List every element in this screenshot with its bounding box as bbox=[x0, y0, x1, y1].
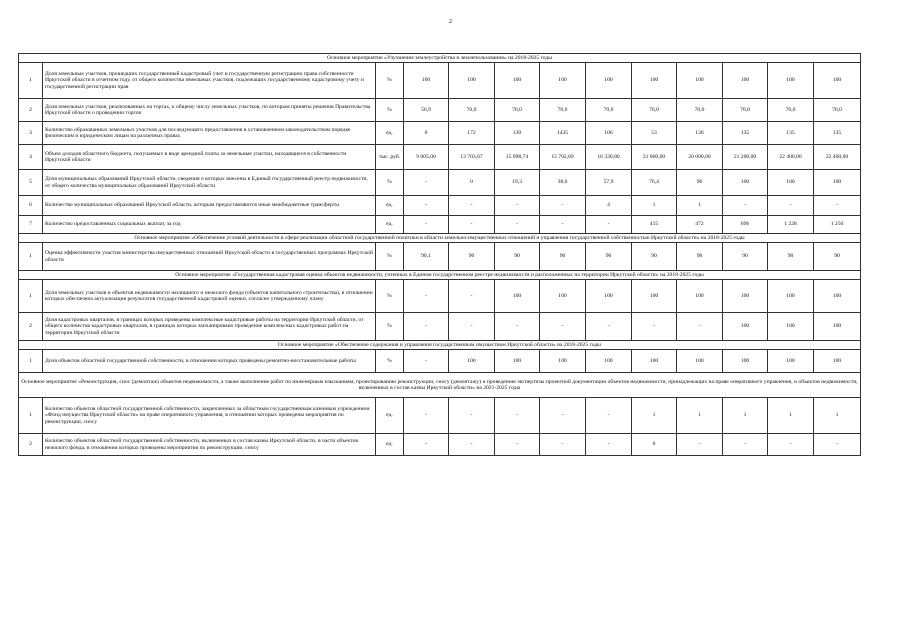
value-cell: 70,0 bbox=[540, 99, 586, 122]
value-cell: 1 bbox=[677, 196, 723, 216]
row-number-cell: 3 bbox=[19, 122, 43, 145]
value-cell: - bbox=[404, 196, 449, 216]
unit-cell: % bbox=[376, 243, 404, 271]
value-cell: 9 005,00 bbox=[404, 145, 449, 170]
value-cell: - bbox=[677, 313, 723, 341]
value-cell: 21 200,00 bbox=[723, 145, 768, 170]
value-cell: - bbox=[677, 434, 723, 456]
table-row bbox=[19, 99, 861, 122]
value-cell: 1 bbox=[768, 398, 814, 434]
value-cell: - bbox=[449, 196, 495, 216]
value-cell: - bbox=[540, 434, 586, 456]
table-row bbox=[19, 216, 861, 234]
table-row bbox=[19, 398, 861, 434]
section-header-row bbox=[19, 373, 861, 398]
value-cell: 0 bbox=[404, 122, 449, 145]
value-cell: - bbox=[404, 434, 449, 456]
section-header-row bbox=[19, 341, 861, 350]
value-cell: 70,0 bbox=[677, 99, 723, 122]
value-cell: 70,0 bbox=[449, 99, 495, 122]
unit-cell: ед. bbox=[376, 434, 404, 456]
table-row bbox=[19, 196, 861, 216]
value-cell: 57,9 bbox=[586, 170, 632, 196]
unit-cell: ед. bbox=[376, 216, 404, 234]
indicator-description-cell: Доля кадастровых кварталов, в границах которых проведены комплексные кадастровые работы на территории Иркутской области, от общего количества кадастровых кварталов, в границах которых запланировано проведение комплексных кадастровых работ на территории Иркутской области bbox=[43, 313, 376, 341]
value-cell: - bbox=[586, 398, 632, 434]
value-cell: 100 bbox=[632, 63, 677, 99]
unit-cell: % bbox=[376, 99, 404, 122]
row-number-cell: 1 bbox=[19, 243, 43, 271]
value-cell: 696 bbox=[723, 216, 768, 234]
unit-cell: % bbox=[376, 63, 404, 99]
value-cell: - bbox=[768, 196, 814, 216]
value-cell: - bbox=[768, 434, 814, 456]
row-number-cell: 5 bbox=[19, 170, 43, 196]
row-number-cell: 6 bbox=[19, 196, 43, 216]
value-cell: 90 bbox=[540, 243, 586, 271]
table-row bbox=[19, 145, 861, 170]
indicators-table bbox=[18, 53, 861, 456]
indicator-description-cell: Доля муниципальных образований Иркутской области, сведения о которых внесены в Единый государственный реестр недвижимости, от общего количества муниципальных образований Иркутской области bbox=[43, 170, 376, 196]
value-cell: 135 bbox=[768, 122, 814, 145]
value-cell: - bbox=[404, 170, 449, 196]
value-cell: 1 bbox=[723, 398, 768, 434]
value-cell: 70,0 bbox=[768, 99, 814, 122]
value-cell: 100 bbox=[677, 350, 723, 373]
indicator-description-cell: Доля земельных участков, реализованных на торгах, к общему числу земельных участков, по которым приняты решения Правительства Иркутской области о проведении торгов bbox=[43, 99, 376, 122]
indicator-description-cell: Количество образованных земельных участков для последующего предоставления в установленном законодательством порядке физическим и юридическим лицам на различных правах bbox=[43, 122, 376, 145]
value-cell: 100 bbox=[495, 63, 540, 99]
indicator-description-cell: Доля объектов областной государственной собственности, в отношении которых проведены ремонтно-восстановительные работы bbox=[43, 350, 376, 373]
row-number-cell: 2 bbox=[19, 99, 43, 122]
value-cell: 1 bbox=[632, 398, 677, 434]
value-cell: - bbox=[540, 216, 586, 234]
value-cell: - bbox=[586, 434, 632, 456]
value-cell: 100 bbox=[814, 170, 861, 196]
value-cell: - bbox=[540, 196, 586, 216]
row-number-cell: 7 bbox=[19, 216, 43, 234]
value-cell: 135 bbox=[814, 122, 861, 145]
row-number-cell: 1 bbox=[19, 280, 43, 313]
section-title: Основное мероприятие «Обеспечение содержания и управления государственным имуществом Иркутской области» на 2018-2025 годы bbox=[19, 341, 861, 350]
indicator-description-cell: Количество муниципальных образований Иркутской области, которым предоставляются иные межбюджетные трансферты bbox=[43, 196, 376, 216]
indicator-description-cell: Объем доходов областного бюджета, получаемых в виде арендной платы за земельные участки, находящиеся в собственности Иркутской области bbox=[43, 145, 376, 170]
value-cell: 70,0 bbox=[723, 99, 768, 122]
value-cell: - bbox=[495, 196, 540, 216]
value-cell: - bbox=[404, 280, 449, 313]
value-cell: - bbox=[632, 313, 677, 341]
value-cell: 90 bbox=[723, 243, 768, 271]
section-title: Основное мероприятие «Реконструкция, снос (демонтаж) объектов недвижимости, а также выполнение работ по инженерным изысканиям, проектированию реконструкции, сносу (демонтажу) и проведению экспертизы проектной документации объектов недвижимости, принадлежащих на праве оперативного управления, и объектов недвижимости, включенных в состав казны Иркутской области» на 2021-2025 годы bbox=[19, 373, 861, 398]
row-number-cell: 2 bbox=[19, 313, 43, 341]
value-cell: 1 250 bbox=[814, 216, 861, 234]
row-number-cell: 1 bbox=[19, 63, 43, 99]
value-cell: - bbox=[814, 196, 861, 216]
value-cell: 100 bbox=[768, 280, 814, 313]
value-cell: - bbox=[495, 313, 540, 341]
value-cell: 100 bbox=[586, 63, 632, 99]
value-cell: 1 bbox=[677, 398, 723, 434]
value-cell: - bbox=[449, 280, 495, 313]
value-cell: 90,1 bbox=[404, 243, 449, 271]
value-cell: - bbox=[404, 313, 449, 341]
row-number-cell: 1 bbox=[19, 398, 43, 434]
value-cell: 1 bbox=[632, 196, 677, 216]
value-cell: 100 bbox=[768, 63, 814, 99]
table-row bbox=[19, 280, 861, 313]
section-header-row bbox=[19, 271, 861, 280]
value-cell: - bbox=[723, 196, 768, 216]
value-cell: 96 bbox=[677, 170, 723, 196]
indicator-description-cell: Количество предоставленных социальных выплат, за год bbox=[43, 216, 376, 234]
value-cell: 472 bbox=[677, 216, 723, 234]
unit-cell: ед. bbox=[376, 398, 404, 434]
row-number-cell: 1 bbox=[19, 350, 43, 373]
page-number: 2 bbox=[449, 19, 452, 25]
table-row bbox=[19, 243, 861, 271]
indicator-description-cell: Доля земельных участков, прошедших государственный кадастровый учет и государственную регистрацию права собственности Иркутской области в отчетном году, от общего количества земельных участков, подлежащих государственному кадастровому учету и государственной регистрации прав bbox=[43, 63, 376, 99]
value-cell: - bbox=[586, 216, 632, 234]
unit-cell: % bbox=[376, 280, 404, 313]
value-cell: 70,0 bbox=[495, 99, 540, 122]
value-cell: - bbox=[404, 350, 449, 373]
value-cell: 100 bbox=[677, 63, 723, 99]
value-cell: 20 000,00 bbox=[677, 145, 723, 170]
value-cell: 130 bbox=[495, 122, 540, 145]
section-title: Основное мероприятие «Государственная кадастровая оценка объектов недвижимости, учтенных в Едином государственном реестре недвижимости и расположенных на территории Иркутской области» на 2018-2025 годы bbox=[19, 271, 861, 280]
table-row bbox=[19, 63, 861, 99]
section-title: Основное мероприятие «Улучшение землеустройства и землепользования» на 2018-2025 годы bbox=[19, 54, 861, 63]
value-cell: 100 bbox=[768, 313, 814, 341]
section-header-row bbox=[19, 54, 861, 63]
value-cell: 70,0 bbox=[586, 99, 632, 122]
value-cell: - bbox=[404, 216, 449, 234]
value-cell: 100 bbox=[586, 280, 632, 313]
value-cell: 100 bbox=[723, 170, 768, 196]
unit-cell: % bbox=[376, 350, 404, 373]
value-cell: 1 228 bbox=[768, 216, 814, 234]
unit-cell: тыс. руб. bbox=[376, 145, 404, 170]
value-cell: 100 bbox=[677, 280, 723, 313]
value-cell: - bbox=[495, 434, 540, 456]
value-cell: 100 bbox=[723, 350, 768, 373]
value-cell: 100 bbox=[495, 350, 540, 373]
value-cell: 100 bbox=[768, 350, 814, 373]
row-number-cell: 4 bbox=[19, 145, 43, 170]
value-cell: - bbox=[723, 434, 768, 456]
value-cell: 100 bbox=[449, 63, 495, 99]
value-cell: 100 bbox=[404, 63, 449, 99]
value-cell: 53 bbox=[632, 122, 677, 145]
value-cell: - bbox=[495, 398, 540, 434]
value-cell: 76,4 bbox=[632, 170, 677, 196]
value-cell: 172 bbox=[449, 122, 495, 145]
value-cell: 100 bbox=[723, 280, 768, 313]
value-cell: 1435 bbox=[540, 122, 586, 145]
value-cell: 22 400,00 bbox=[768, 145, 814, 170]
value-cell: 16 330,80 bbox=[586, 145, 632, 170]
value-cell: - bbox=[404, 398, 449, 434]
value-cell: - bbox=[814, 434, 861, 456]
unit-cell: ед. bbox=[376, 196, 404, 216]
value-cell: 415 bbox=[632, 216, 677, 234]
value-cell: 100 bbox=[495, 280, 540, 313]
value-cell: - bbox=[449, 434, 495, 456]
value-cell: 100 bbox=[814, 63, 861, 99]
value-cell: - bbox=[449, 398, 495, 434]
value-cell: 15 702,69 bbox=[540, 145, 586, 170]
indicator-description-cell: Доля земельных участков и объектов недвижимости жилищного и нежилого фонда (объектов капитального строительства), в отношении которых обеспечена актуализация результатов государственной кадастровой оценки, согласно утвержденному плану bbox=[43, 280, 376, 313]
value-cell: 135 bbox=[723, 122, 768, 145]
value-cell: - bbox=[449, 216, 495, 234]
value-cell: 100 bbox=[449, 350, 495, 373]
value-cell: 100 bbox=[540, 280, 586, 313]
table-body bbox=[19, 54, 861, 456]
value-cell: 6 bbox=[632, 434, 677, 456]
value-cell: 22 400,00 bbox=[814, 145, 861, 170]
value-cell: 100 bbox=[723, 313, 768, 341]
value-cell: 100 bbox=[814, 313, 861, 341]
value-cell: 100 bbox=[632, 350, 677, 373]
value-cell: - bbox=[449, 313, 495, 341]
value-cell: - bbox=[540, 313, 586, 341]
indicator-description-cell: Количество объектов областной государственной собственности, закрепленных за областным государственным казенным учреждением «Фонд имущества Иркутской области» на праве оперативного управления, в отношении которых проведены мероприятия по реконструкции, сносу bbox=[43, 398, 376, 434]
value-cell: 90 bbox=[495, 243, 540, 271]
value-cell: 21 000,00 bbox=[632, 145, 677, 170]
value-cell: 70,0 bbox=[814, 99, 861, 122]
value-cell: 90 bbox=[586, 243, 632, 271]
value-cell: 1 bbox=[814, 398, 861, 434]
table-row bbox=[19, 434, 861, 456]
value-cell: 19,3 bbox=[495, 170, 540, 196]
value-cell: 100 bbox=[540, 63, 586, 99]
value-cell: 90 bbox=[814, 243, 861, 271]
table-row bbox=[19, 350, 861, 373]
unit-cell: % bbox=[376, 170, 404, 196]
value-cell: 70,0 bbox=[632, 99, 677, 122]
value-cell: 100 bbox=[632, 280, 677, 313]
unit-cell: % bbox=[376, 313, 404, 341]
table-row bbox=[19, 122, 861, 145]
value-cell: - bbox=[495, 216, 540, 234]
value-cell: 100 bbox=[723, 63, 768, 99]
value-cell: 90 bbox=[677, 243, 723, 271]
table-row bbox=[19, 313, 861, 341]
value-cell: 136 bbox=[677, 122, 723, 145]
value-cell: 100 bbox=[586, 350, 632, 373]
value-cell: 106 bbox=[586, 122, 632, 145]
value-cell: 100 bbox=[768, 170, 814, 196]
value-cell: 56,9 bbox=[404, 99, 449, 122]
value-cell: - bbox=[586, 313, 632, 341]
value-cell: 100 bbox=[814, 280, 861, 313]
row-number-cell: 2 bbox=[19, 434, 43, 456]
value-cell: 100 bbox=[814, 350, 861, 373]
value-cell: - bbox=[540, 398, 586, 434]
value-cell: 13 703,67 bbox=[449, 145, 495, 170]
value-cell: 38,6 bbox=[540, 170, 586, 196]
value-cell: 90 bbox=[768, 243, 814, 271]
value-cell: 90 bbox=[449, 243, 495, 271]
value-cell: 0 bbox=[449, 170, 495, 196]
section-title: Основное мероприятие «Обеспечение условий деятельности в сфере реализации областной государственной политики в области земельно-имущественных отношений и управления государственной собственностью Иркутской области» на 2018-2025 годы bbox=[19, 234, 861, 243]
table-row bbox=[19, 170, 861, 196]
value-cell: 4 bbox=[586, 196, 632, 216]
value-cell: 100 bbox=[540, 350, 586, 373]
value-cell: 15 098,74 bbox=[495, 145, 540, 170]
indicator-description-cell: Оценка эффективности участия министерства имущественных отношений Иркутской области в государственных программах Иркутской области bbox=[43, 243, 376, 271]
unit-cell: ед. bbox=[376, 122, 404, 145]
section-header-row bbox=[19, 234, 861, 243]
value-cell: 90 bbox=[632, 243, 677, 271]
indicator-description-cell: Количество объектов областной государственной собственности, включенных в состав казны Иркутской области, в части объектов нежилого фонда, в отношении которых проведены мероприятия по реконструкции, сносу bbox=[43, 434, 376, 456]
